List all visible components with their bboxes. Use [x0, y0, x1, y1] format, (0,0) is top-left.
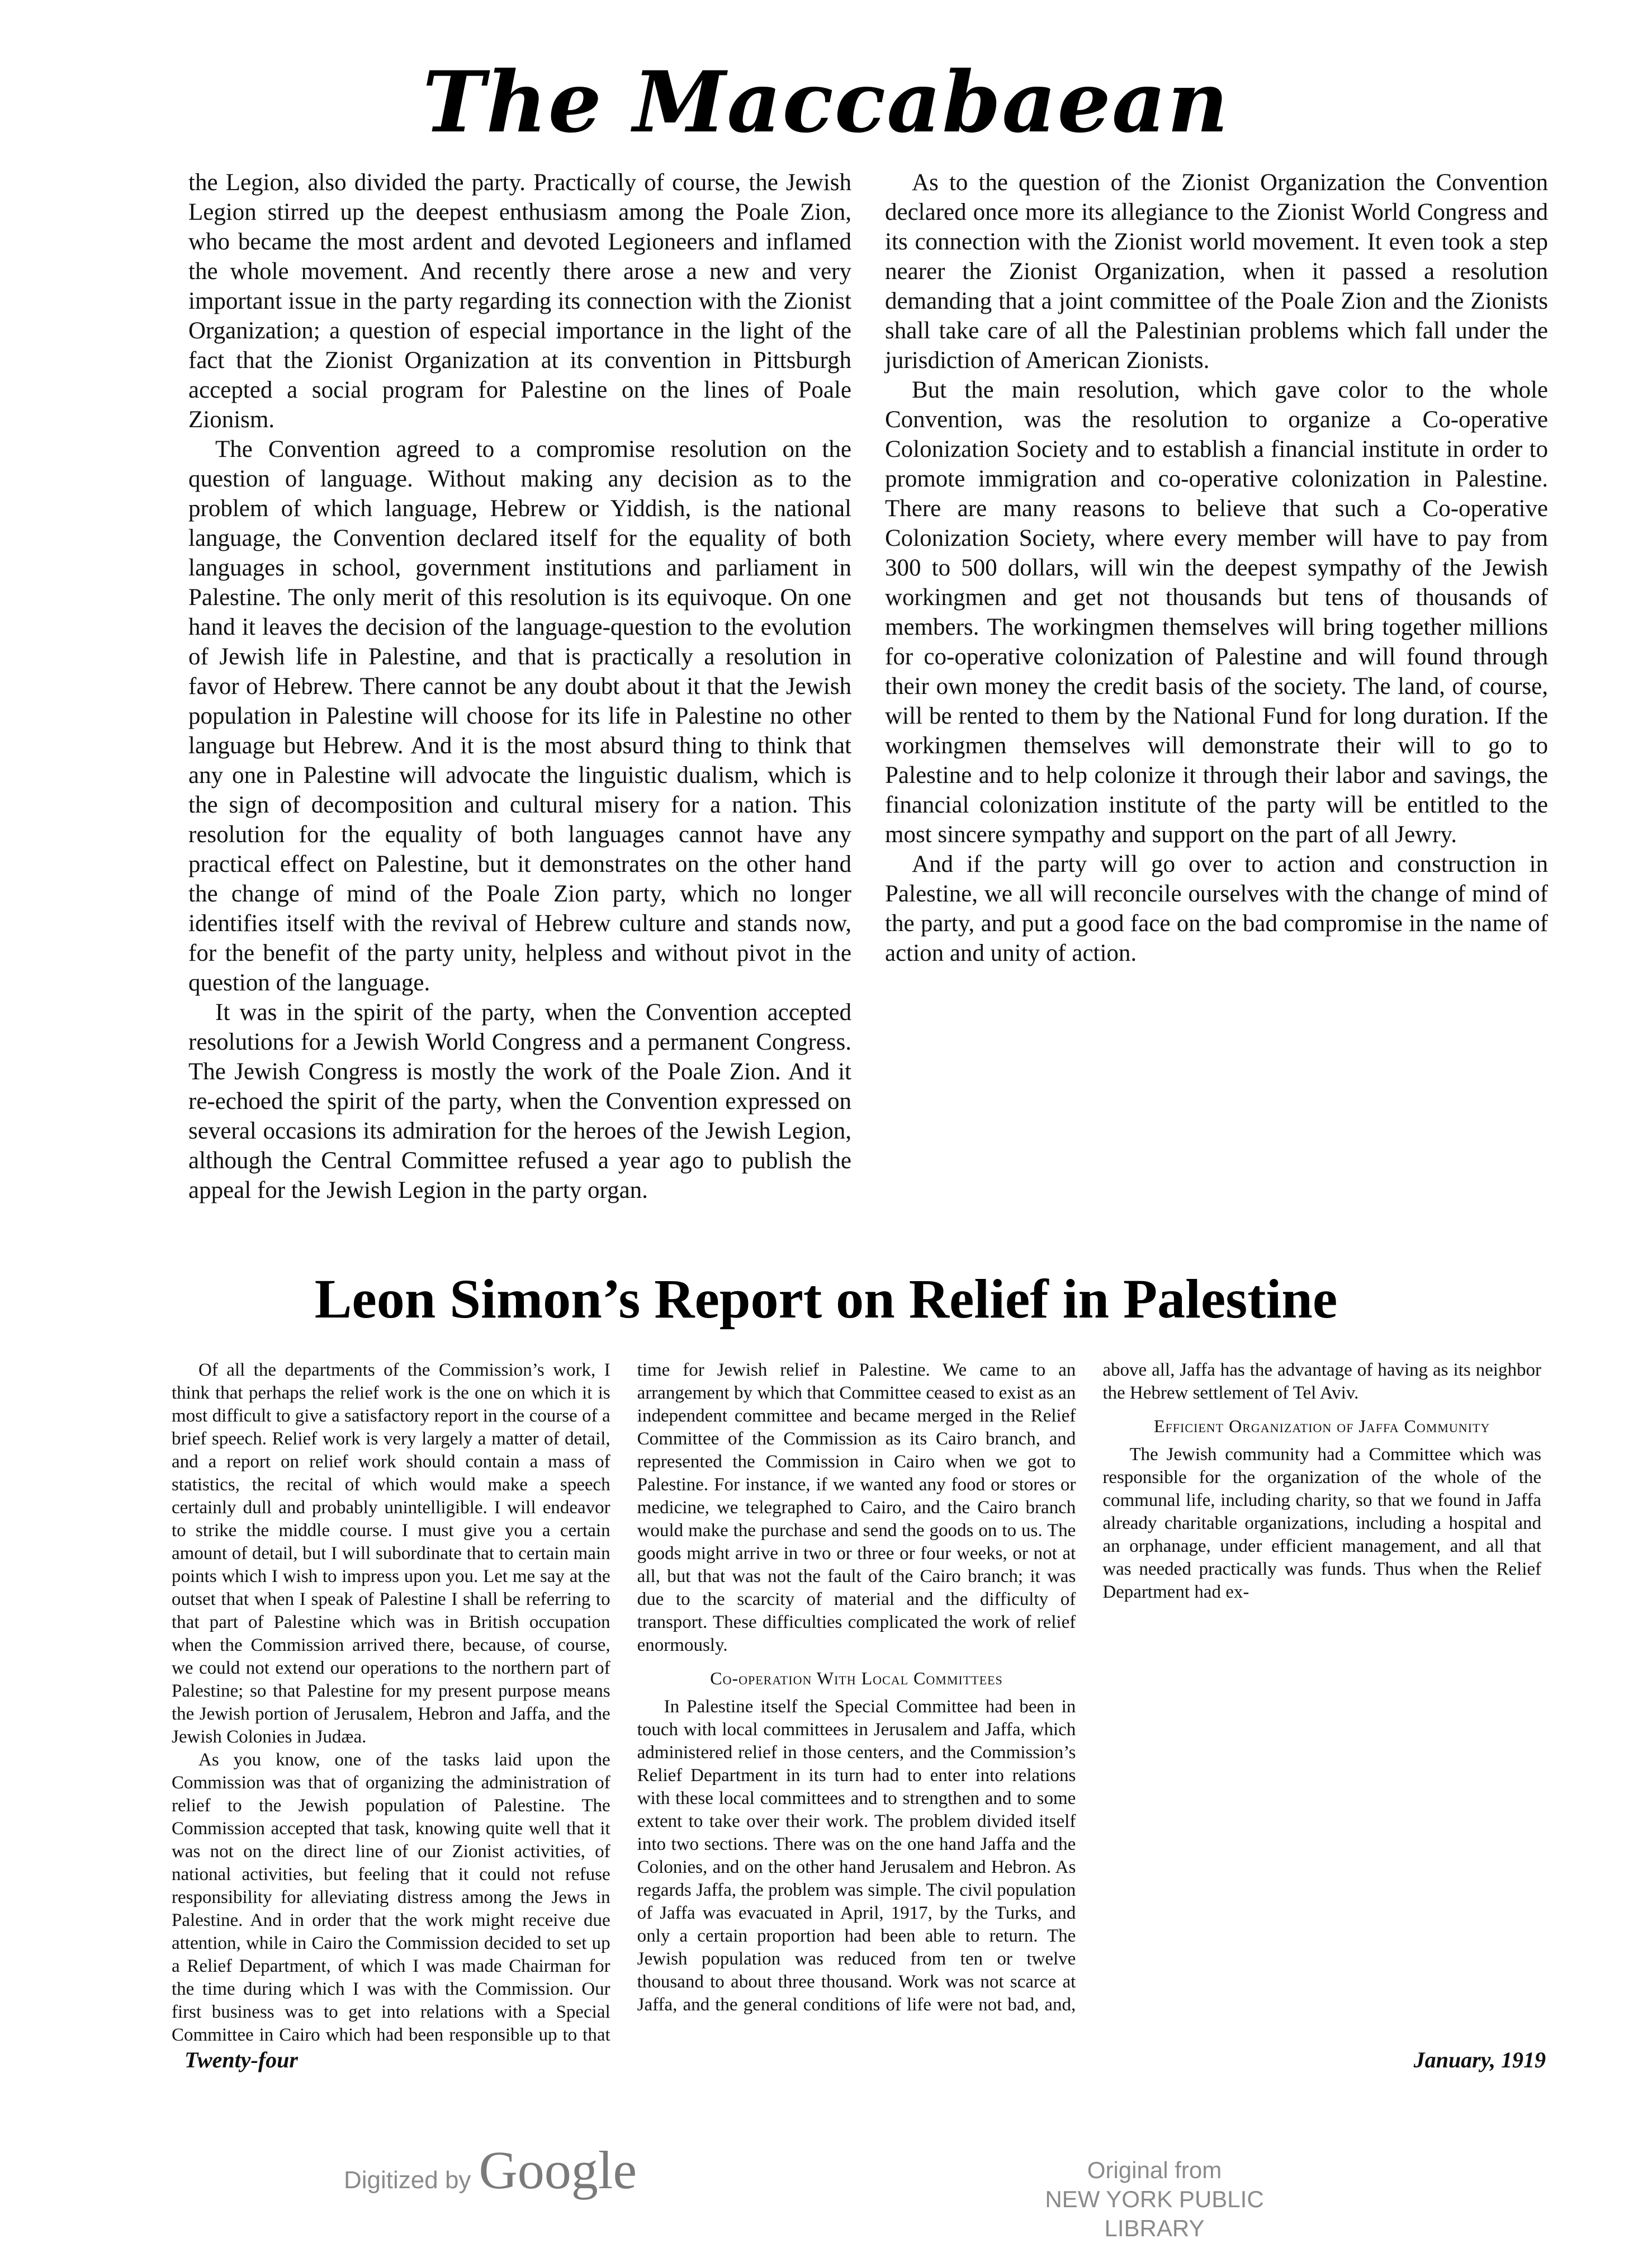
- section-subhead: Co-operation With Local Committees: [710, 1668, 1003, 1688]
- google-logo: Google: [479, 2140, 637, 2200]
- lower-paragraph: As you know, one of the tasks laid upon the Commission was that of organizing the administration of relief to the Jewish population of Palestine. The Commission accepted that task, knowing quite well that it was not on the direct line of our Zionist activities, of national activities, but feeling that it could not refuse responsibility for alleviating distress among the Jews in Palestine. And in order that the work might receive due attention, while in Cairo the Commission decided to set up a Relief Department, of which I was made Chairman for the time during which I was with the Commission. Our first business was to get into relations with a Special Committee in Cairo which had been responsible up to that time for Jewish relief in Palestine. We came to an arrangement by which that Committee ceased to exist as an independent committee and became merged in the Relief Committee of the Commission as its Cairo branch, and represented the Commission in Cairo when we got to Palestine. For instance, if we wanted any food or stores or medicine, we telegraphed to Cairo, and the Cairo branch would make the purchase and send the goods on to us. The goods might arrive in two or three or four weeks, or not at all, but that was not the fault of the Cairo branch; it was due to the scarcity of material and the difficulty of transport. These difficulties complicated the work of relief enormously.: [172, 1360, 1076, 2045]
- original-from-label: Original from: [1087, 2157, 1222, 2183]
- upper-article: [188, 168, 1548, 1219]
- upper-paragraph: It was in the spirit of the party, when the Convention accepted resolutions for a Jewish World Congress and a permanent Congress. The Jewish Congress is mostly the work of the Poale Zion. And it re-echoed the spirit of the party, when the Convention expressed on several occasions its admiration for the heroes of the Jewish Legion, although the Central Committee refused a year ago to publish the appeal for the Jewish Legion in the party organ.: [188, 999, 851, 1203]
- digitized-by-label: Digitized by: [344, 2166, 471, 2194]
- article-title: Leon Simon’s Report on Relief in Palestine: [314, 1268, 1338, 1330]
- upper-paragraph: As to the question of the Zionist Organization the Convention declared once more its allegiance to the Zionist World Congress and its connection with the Zionist world movement. It even took a step nearer the Zionist Organization, when it passed a resolution demanding that a joint committee of the Poale Zion and the Zionists shall take care of all the Palestinian problems which fall under the jurisdiction of American Zionists.: [885, 169, 1548, 374]
- upper-paragraph: And if the party will go over to action and construction in Palestine, we all will reconcile ourselves with the change of mind of the party, and put a good face on the bad compromise in the name of action and unity of action.: [885, 851, 1548, 966]
- page-label: Twenty-four: [184, 2047, 298, 2072]
- issue-date: January, 1919: [1413, 2047, 1546, 2072]
- lower-paragraph: The Jewish community had a Committee which was responsible for the organization of the whole of the communal life, including charity, so that we found in Jaffa already charitable organizations, including a hospital and an orphanage, under efficient management, and all that was needed practically was funds. Thus when the Relief Department had ex-: [1102, 1444, 1541, 1602]
- lower-paragraph: Of all the departments of the Commission’s work, I think that perhaps the relief work is the one on which it is most difficult to give a satisfactory report in the course of a brief speech. Relief work is very largely a matter of detail, and a report on relief work should contain a mass of statistics, the recital of which would make a speech certainly dull and probably unintelligible. I will endeavor to strike the middle course. I must give you a certain amount of detail, but I will subordinate that to certain main points which I wish to impress upon you. Let me say at the outset that when I speak of Palestine I shall be referring to that part of Palestine which was in British occupation when the Commission arrived there, because, of course, we could not extend our operations to the northern part of Palestine; so that Palestine for my present purpose means the Jewish portion of Jerusalem, Hebron and Jaffa, and the Jewish Colonies in Judæa.: [172, 1360, 610, 1747]
- upper-paragraph: But the main resolution, which gave color to the whole Convention, was the resolution to organize a Co-operative Colonization Society and to establish a financial institute in order to promote immigration and co-operative colonization in Palestine. There are many reasons to believe that such a Co-operative Colonization Society, where every member will have to pay from 300 to 500 dollars, will win the deepest sympathy of the Jewish workingmen and get not thousands but tens of thousands of members. The workingmen themselves will bring together millions for co-operative colonization of Palestine and will found through their own money the credit basis of the society. The land, of course, will be rented to them by the National Fund for long duration. If the workingmen themselves will demonstrate their will to go to Palestine and to help colonize it through their labor and savings, the financial colonization institute of the party will be entitled to the most sincere sympathy and support on the part of all Jewry.: [885, 377, 1548, 848]
- masthead: The Maccabaean: [422, 53, 1230, 152]
- section-subhead: Efficient Organization of Jaffa Community: [1154, 1416, 1490, 1436]
- library-name: NEW YORK PUBLIC LIBRARY: [1045, 2186, 1264, 2241]
- upper-paragraph: the Legion, also divided the party. Practically of course, the Jewish Legion stirred up the deepest enthusiasm among the Poale Zion, who became the most ardent and devoted Legioneers and inflamed the whole movement. And recently there arose a new and very important issue in the party regarding its connection with the Zionist Organization; a question of especial importance in the light of the fact that the Zionist Organization at its convention in Pittsburgh accepted a social program for Palestine on the lines of Poale Zionism.: [188, 169, 851, 433]
- digitized-watermark: [344, 2139, 637, 2201]
- lower-paragraph: In Palestine itself the Special Committee had been in touch with local committees in Jerusalem and Jaffa, which administered relief in those centers, and the Commission’s Relief Department in its turn had to enter into relations with these local committees and to strengthen and to some extent to take over their work. The problem divided itself into two sections. There was on the one hand Jaffa and the Colonies, and on the other hand Jerusalem and Hebron. As regards Jaffa, the problem was simple. The civil population of Jaffa was evacuated in April, 1917, by the Turks, and only a certain proportion had been able to return. The Jewish population was reduced from ten or twelve thousand to about three thousand. Work was not scarce at Jaffa, and the general conditions of life were not bad, and, above all, Jaffa has the advantage of having as its neighbor the Hebrew settlement of Tel Aviv.: [637, 1360, 1541, 2015]
- upper-paragraph: The Convention agreed to a compromise resolution on the question of language. Without making any decision as to the problem of which language, Hebrew or Yiddish, is the national language, the Convention declared itself for the equality of both languages in school, government institutions and parliament in Palestine. The only merit of this resolution is its equivoque. On one hand it leaves the decision of the language-question to the evolution of Jewish life in Palestine, and that is practically a resolution in favor of Hebrew. There cannot be any doubt about it that the Jewish population in Palestine will choose for its life in Palestine no other language but Hebrew. And it is the most absurd thing to think that any one in Palestine will advocate the linguistic dualism, which is the sign of decomposition and cultural misery for a nation. This resolution for the equality of both languages cannot have any practical effect on Palestine, but it demonstrates on the other hand the change of mind of the Poale Zion party, which no longer identifies itself with the revival of Hebrew culture and stands now, for the benefit of the party unity, helpless and without pivot in the question of the language.: [188, 436, 851, 996]
- source-watermark: [998, 2156, 1311, 2243]
- lower-article: [172, 1359, 1541, 2058]
